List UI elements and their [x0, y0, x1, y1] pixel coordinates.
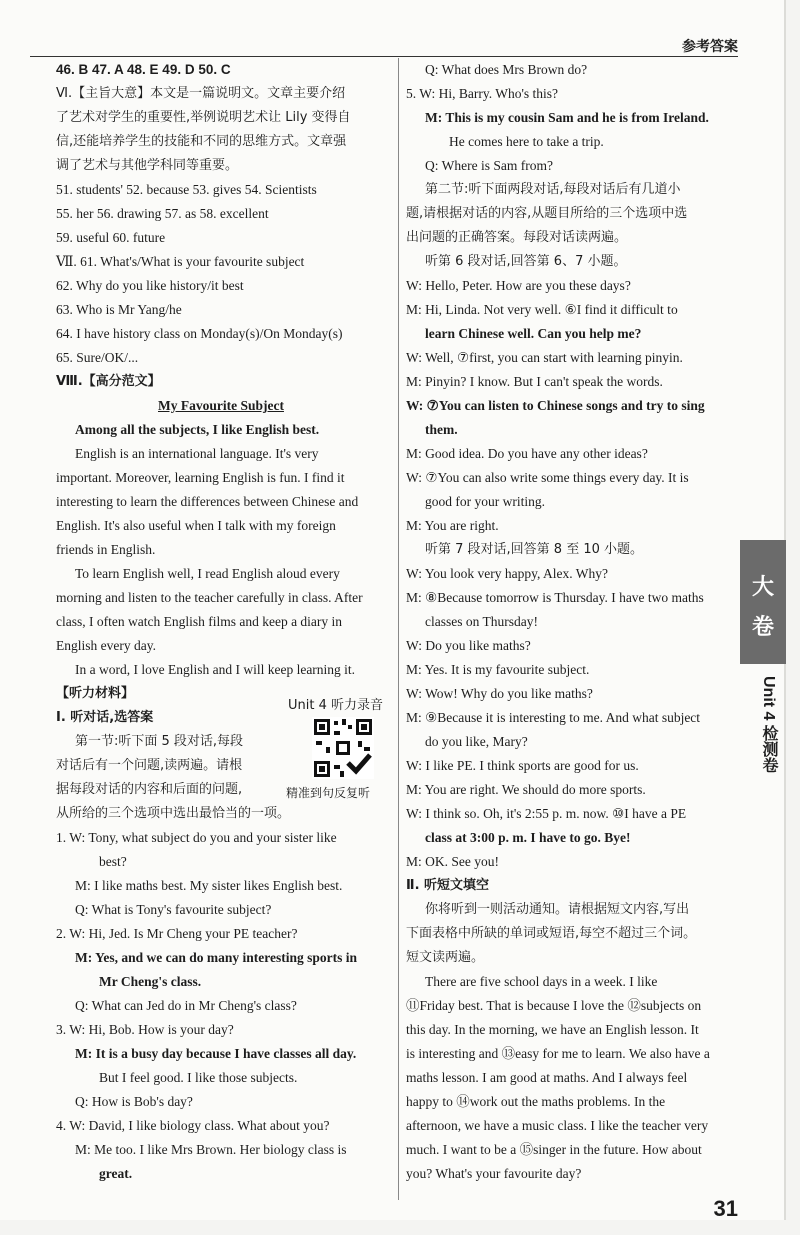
dialog-line: 4. W: David, I like biology class. What about you? — [56, 1118, 330, 1133]
dialog-line: them. — [425, 422, 458, 437]
column-divider — [398, 58, 399, 1200]
summary-line: 了艺术对学生的重要性,举例说明艺术让 Lily 变得自 — [56, 110, 351, 125]
summary-line: 信,还能培养学生的技能和不同的思维方式。文章强 — [56, 134, 347, 149]
answer-line: Ⅶ. 61. What's/What is your favourite subject — [56, 254, 305, 269]
dialog-line: W: ⑦You can listen to Chinese songs and try to sing — [406, 398, 705, 413]
dialog-line: learn Chinese well. Can you help me? — [425, 326, 642, 341]
instruction-line: 短文读两遍。 — [406, 950, 485, 965]
dialog-line: class at 3:00 p. m. I have to go. Bye! — [425, 830, 631, 845]
dialog-line: best? — [99, 854, 127, 869]
dialog-line: W: ⑦You can also write some things every day. It is — [406, 470, 689, 485]
listening-heading: 【听力材料】 — [56, 686, 135, 701]
instruction-line: 下面表格中所缺的单词或短语,每空不超过三个词。 — [406, 926, 697, 941]
page-number: 31 — [713, 1196, 738, 1221]
dialog-line: M: ⑧Because tomorrow is Thursday. I have two maths — [406, 590, 704, 605]
dialog-line: M: It is a busy day because I have classes all day. — [75, 1046, 357, 1061]
dialog-line: W: You look very happy, Alex. Why? — [406, 566, 608, 581]
essay-line: In a word, I love English and I will keep learning it. — [75, 662, 356, 677]
passage-line: this day. In the morning, we have an English lesson. It — [406, 1022, 699, 1037]
dialog-line: 3. W: Hi, Bob. How is your day? — [56, 1022, 234, 1037]
instruction-line: 听第 7 段对话,回答第 8 至 10 小题。 — [425, 542, 644, 557]
essay-line: interesting to learn the differences between Chinese and — [56, 494, 359, 509]
dialog-line: M: This is my cousin Sam and he is from Ireland. — [425, 110, 709, 125]
essay-line: morning and listen to the teacher carefully in class. After — [56, 590, 363, 605]
qr-code[interactable] — [312, 717, 374, 779]
dialog-line: M: ⑨Because it is interesting to me. And what subject — [406, 710, 701, 725]
dialog-line: M: Yes, and we can do many interesting sports in — [75, 950, 358, 965]
dialog-line: Q: How is Bob's day? — [75, 1094, 193, 1109]
essay-line: English. It's also useful when I talk with my foreign — [56, 518, 336, 533]
essay-line: English every day. — [56, 638, 156, 653]
dialog-line: But I feel good. I like those subjects. — [99, 1070, 298, 1085]
instruction-line: 第二节:听下面两段对话,每段对话后有几道小 — [425, 182, 681, 197]
passage-line: much. I want to be a ⑮singer in the future. How about — [406, 1142, 702, 1157]
dialog-line: M: Pinyin? I know. But I can't speak the words. — [406, 374, 663, 389]
passage-line: There are five school days in a week. I like — [425, 974, 658, 989]
header-title: 参考答案 — [682, 38, 738, 54]
passage-line: you? What's your favourite day? — [406, 1166, 582, 1181]
dialog-line: 5. W: Hi, Barry. Who's this? — [406, 86, 559, 101]
essay-line: friends in English. — [56, 542, 156, 557]
part1-heading: Ⅰ. 听对话,选答案 — [56, 710, 154, 725]
dialog-line: W: I like PE. I think sports are good for us. — [406, 758, 639, 773]
dialog-line: Q: Where is Sam from? — [425, 158, 553, 173]
dialog-line: W: Do you like maths? — [406, 638, 531, 653]
dialog-line: 1. W: Tony, what subject do you and your sister like — [56, 830, 337, 845]
answer-line: 59. useful 60. future — [56, 230, 166, 245]
part1-intro: 据每段对话的内容和后面的问题, — [56, 782, 243, 797]
summary-line: 调了艺术与其他学科同等重要。 — [56, 158, 239, 173]
essay-line: To learn English well, I read English aloud every — [75, 566, 340, 581]
dialog-line: good for your writing. — [425, 494, 545, 509]
answer-line: 51. students' 52. because 53. gives 54. Scientists — [56, 182, 317, 197]
unit-vertical-label: Unit 4 检测卷 — [760, 676, 777, 773]
part2-heading: Ⅱ. 听短文填空 — [406, 878, 490, 893]
tab-char-da: 大 — [751, 575, 774, 600]
summary-line: Ⅵ.【主旨大意】本文是一篇说明文。文章主要介绍 — [56, 86, 346, 101]
answer-line: 62. Why do you like history/it best — [56, 278, 244, 293]
dialog-line: Q: What can Jed do in Mr Cheng's class? — [75, 998, 297, 1013]
unit-audio-label: Unit 4 听力录音 — [288, 698, 383, 713]
section-heading: Ⅷ.【高分范文】 — [56, 374, 161, 389]
answer-line: 65. Sure/OK/... — [56, 350, 139, 365]
instruction-line: 听第 6 段对话,回答第 6、7 小题。 — [425, 254, 627, 269]
dialog-line: W: I think so. Oh, it's 2:55 p. m. now. ⑩I have a PE — [406, 806, 687, 821]
dialog-line: M: Good idea. Do you have any other ideas? — [406, 446, 648, 461]
instruction-line: 出问题的正确答案。每段对话读两遍。 — [406, 230, 628, 245]
dialog-line: 2. W: Hi, Jed. Is Mr Cheng your PE teacher? — [56, 926, 298, 941]
tab-char-juan: 卷 — [751, 615, 774, 640]
part1-intro: 对话后有一个问题,读两遍。请根 — [56, 758, 243, 773]
passage-line: ⑪Friday best. That is because I love the ⑫subjects on — [406, 998, 702, 1013]
instruction-line: 题,请根据对话的内容,从题目所给的三个选项中选 — [406, 206, 688, 221]
passage-line: afternoon, we have a music class. I like the teacher very — [406, 1118, 709, 1133]
dialog-line: do you like, Mary? — [425, 734, 528, 749]
part1-intro: 第一节:听下面 5 段对话,每段 — [75, 734, 244, 749]
answer-line: 63. Who is Mr Yang/he — [56, 302, 182, 317]
dialog-line: W: Hello, Peter. How are you these days? — [406, 278, 631, 293]
passage-line: maths lesson. I am good at maths. And I always feel — [406, 1070, 688, 1085]
dialog-line: M: Yes. It is my favourite subject. — [406, 662, 590, 677]
essay-line: English is an international language. It's very — [75, 446, 319, 461]
instruction-line: 你将听到一则活动通知。请根据短文内容,写出 — [425, 902, 690, 917]
dialog-line: He comes here to take a trip. — [449, 134, 604, 149]
answers-46-50: 46. B 47. A 48. E 49. D 50. C — [56, 62, 231, 77]
dialog-line: Mr Cheng's class. — [99, 974, 202, 989]
qr-caption: 精准到句反复听 — [286, 786, 371, 800]
passage-line: happy to ⑭work out the maths problems. In the — [406, 1094, 666, 1109]
dialog-line: W: Well, ⑦first, you can start with learning pinyin. — [406, 350, 683, 365]
answer-line: 55. her 56. drawing 57. as 58. excellent — [56, 206, 269, 221]
left-column — [56, 58, 386, 1186]
essay-line: important. Moreover, learning English is fun. I find it — [56, 470, 345, 485]
essay-line: class, I often watch English films and keep a diary in — [56, 614, 343, 629]
answer-line: 64. I have history class on Monday(s)/On Monday(s) — [56, 326, 343, 341]
dialog-line: W: Wow! Why do you like maths? — [406, 686, 593, 701]
essay-line: Among all the subjects, I like English best. — [75, 422, 320, 437]
passage-line: is interesting and ⑬easy for me to learn. We also have a — [406, 1046, 710, 1061]
dialog-line: M: You are right. — [406, 518, 499, 533]
part1-intro: 从所给的三个选项中选出最恰当的一项。 — [56, 806, 291, 821]
dialog-line: classes on Thursday! — [425, 614, 538, 629]
dialog-line: M: Me too. I like Mrs Brown. Her biology class is — [75, 1142, 347, 1157]
essay-title: My Favourite Subject — [158, 398, 284, 413]
dialog-line: M: I like maths best. My sister likes English best. — [75, 878, 343, 893]
dialog-line: M: Hi, Linda. Not very well. ⑥I find it difficult to — [406, 302, 678, 317]
right-column — [406, 58, 738, 1186]
dialog-line: great. — [99, 1166, 133, 1181]
side-tab[interactable] — [740, 540, 786, 664]
dialog-line: Q: What is Tony's favourite subject? — [75, 902, 272, 917]
dialog-line: M: OK. See you! — [406, 854, 499, 869]
dialog-line: Q: What does Mrs Brown do? — [425, 62, 588, 77]
header-rule — [30, 56, 738, 57]
dialog-line: M: You are right. We should do more sports. — [406, 782, 646, 797]
